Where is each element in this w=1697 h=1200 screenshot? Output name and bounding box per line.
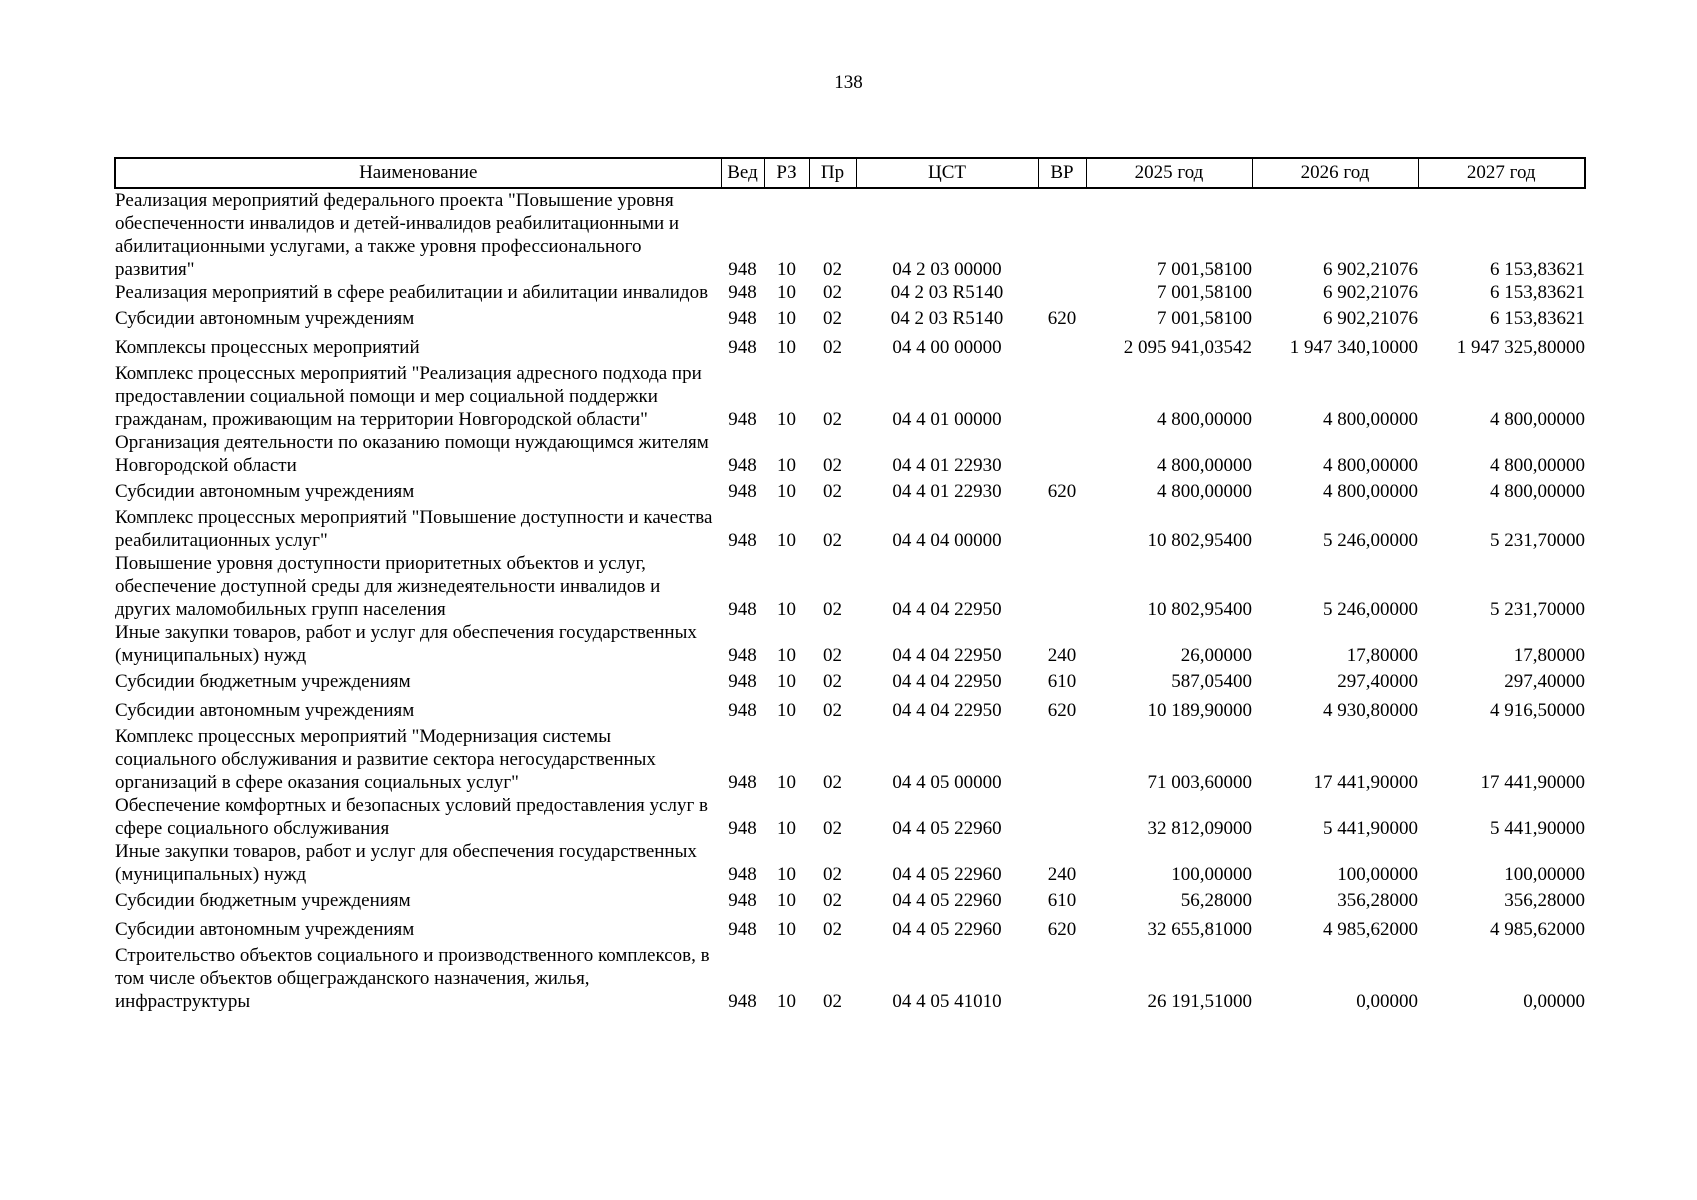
cell-name: Субсидии бюджетным учреждениям [115,890,411,911]
cell-vr [1038,333,1086,362]
cell-2027: 17 441,90000 [1480,772,1585,793]
cell-vr [1038,725,1086,794]
cell-ved: 948 [728,481,757,502]
cell-2026: 6 902,21076 [1323,259,1418,280]
cell-ved: 948 [728,864,757,885]
cell-ved: 948 [728,409,757,430]
cell-vr: 620 [1047,308,1077,329]
cell-rz: 10 [777,481,796,502]
header-cst: ЦСТ [856,158,1038,188]
cell-rz: 10 [777,864,796,885]
table-row [115,621,1585,667]
cell-pr: 02 [823,455,842,476]
cell-pr: 02 [823,530,842,551]
cell-2026: 5 246,00000 [1323,599,1418,620]
cell-name: Иные закупки товаров, работ и услуг для обеспечения государственных (муниципальных) нужд [115,841,697,885]
cell-ved: 948 [728,991,757,1012]
cell-vr: 240 [1047,645,1077,666]
cell-rz: 10 [777,919,796,940]
cell-2027: 4 800,00000 [1490,481,1585,502]
header-name: Наименование [115,158,721,188]
cell-vr: 610 [1047,671,1077,692]
cell-ved: 948 [728,455,757,476]
cell-cst: 04 4 00 00000 [892,337,1002,358]
cell-name: Повышение уровня доступности приоритетных объектов и услуг, обеспечение доступной среды для жизнедеятельности инвалидов и других маломобильных групп населения [115,553,661,620]
cell-rz: 10 [777,890,796,911]
table-row [115,552,1585,621]
cell-2026: 5 441,90000 [1323,818,1418,839]
cell-rz: 10 [777,772,796,793]
cell-2025: 26,00000 [1180,645,1252,666]
cell-2027: 100,00000 [1504,864,1585,885]
cell-pr: 02 [823,645,842,666]
cell-pr: 02 [823,337,842,358]
cell-rz: 10 [777,409,796,430]
cell-name: Организация деятельности по оказанию помощи нуждающимся жителям Новгородской области [115,432,709,476]
cell-vr [1038,552,1086,621]
cell-2026: 1 947 340,10000 [1289,337,1418,358]
cell-2025: 32 812,09000 [1147,818,1252,839]
table-row [115,667,1585,696]
cell-pr: 02 [823,308,842,329]
table-row [115,915,1585,944]
cell-ved: 948 [728,259,757,280]
cell-ved: 948 [728,919,757,940]
cell-vr: 620 [1047,919,1077,940]
cell-2027: 6 153,83621 [1490,259,1585,280]
cell-rz: 10 [777,671,796,692]
table-row [115,840,1585,886]
cell-name: Субсидии автономным учреждениям [115,919,415,940]
cell-2026: 4 985,62000 [1323,919,1418,940]
cell-rz: 10 [777,282,796,303]
cell-cst: 04 4 05 00000 [892,772,1002,793]
cell-2025: 71 003,60000 [1147,772,1252,793]
table-body [115,188,1585,1013]
cell-vr: 240 [1047,864,1077,885]
cell-name: Субсидии автономным учреждениям [115,481,415,502]
table-row [115,794,1585,840]
cell-2026: 4 800,00000 [1323,481,1418,502]
cell-cst: 04 4 04 22950 [892,671,1002,692]
cell-2027: 0,00000 [1523,991,1585,1012]
cell-2025: 7 001,58100 [1157,259,1252,280]
cell-ved: 948 [728,308,757,329]
header-vr: ВР [1038,158,1086,188]
cell-ved: 948 [728,530,757,551]
cell-name: Комплексы процессных мероприятий [115,337,420,358]
cell-ved: 948 [728,337,757,358]
cell-name: Комплекс процессных мероприятий "Модернизация системы социального обслуживания и развитие сектора негосударственных организаций в сфере оказания социальных услуг" [115,726,656,793]
cell-ved: 948 [728,671,757,692]
cell-2026: 4 800,00000 [1323,455,1418,476]
cell-2026: 356,28000 [1337,890,1418,911]
cell-pr: 02 [823,991,842,1012]
cell-2027: 5 441,90000 [1490,818,1585,839]
cell-pr: 02 [823,259,842,280]
cell-2026: 17 441,90000 [1313,772,1418,793]
cell-name: Реализация мероприятий федерального проекта "Повышение уровня обеспеченности инвалидов и детей-инвалидов реабилитационными и абилитационными услугами, а также уровня профессионального развития" [115,190,680,280]
cell-2025: 10 189,90000 [1147,700,1252,721]
cell-2027: 5 231,70000 [1490,599,1585,620]
table-row [115,281,1585,304]
cell-rz: 10 [777,259,796,280]
cell-cst: 04 4 05 22960 [892,919,1002,940]
cell-2027: 1 947 325,80000 [1456,337,1585,358]
cell-2026: 6 902,21076 [1323,308,1418,329]
cell-vr [1038,281,1086,304]
cell-2027: 356,28000 [1504,890,1585,911]
cell-2025: 7 001,58100 [1157,308,1252,329]
cell-2026: 6 902,21076 [1323,282,1418,303]
table-row [115,725,1585,794]
cell-2025: 10 802,95400 [1147,599,1252,620]
cell-cst: 04 4 04 22950 [892,700,1002,721]
header-2026: 2026 год [1252,158,1418,188]
cell-2025: 10 802,95400 [1147,530,1252,551]
cell-cst: 04 4 05 22960 [892,818,1002,839]
cell-2027: 6 153,83621 [1490,308,1585,329]
cell-cst: 04 4 01 22930 [892,455,1002,476]
cell-pr: 02 [823,700,842,721]
cell-rz: 10 [777,700,796,721]
cell-pr: 02 [823,282,842,303]
cell-ved: 948 [728,700,757,721]
cell-ved: 948 [728,818,757,839]
cell-2026: 100,00000 [1337,864,1418,885]
cell-cst: 04 4 01 22930 [892,481,1002,502]
cell-2025: 100,00000 [1171,864,1252,885]
cell-2026: 297,40000 [1337,671,1418,692]
cell-vr: 620 [1047,700,1077,721]
cell-cst: 04 2 03 R5140 [890,282,1004,303]
table-row [115,696,1585,725]
cell-vr: 620 [1047,481,1077,502]
cell-pr: 02 [823,890,842,911]
cell-ved: 948 [728,599,757,620]
cell-2027: 4 800,00000 [1490,409,1585,430]
header-2025: 2025 год [1086,158,1252,188]
cell-name: Субсидии автономным учреждениям [115,700,415,721]
cell-name: Субсидии бюджетным учреждениям [115,671,411,692]
cell-pr: 02 [823,919,842,940]
cell-ved: 948 [728,890,757,911]
cell-2025: 26 191,51000 [1147,991,1252,1012]
cell-cst: 04 4 04 22950 [892,645,1002,666]
cell-rz: 10 [777,530,796,551]
cell-pr: 02 [823,481,842,502]
cell-vr [1038,944,1086,1013]
cell-2025: 4 800,00000 [1157,455,1252,476]
cell-name: Комплекс процессных мероприятий "Повышение доступности и качества реабилитационных услуг" [115,507,713,551]
cell-cst: 04 4 05 22960 [892,890,1002,911]
header-rz: РЗ [764,158,809,188]
cell-cst: 04 4 05 22960 [892,864,1002,885]
cell-2027: 4 800,00000 [1490,455,1585,476]
table-row [115,362,1585,431]
cell-name: Комплекс процессных мероприятий "Реализация адресного подхода при предоставлении социальной помощи и мер социальной поддержки гражданам, проживающим на территории Новгородской области" [115,363,702,430]
cell-2027: 17,80000 [1513,645,1585,666]
cell-2026: 4 800,00000 [1323,409,1418,430]
cell-2027: 6 153,83621 [1490,282,1585,303]
cell-2026: 5 246,00000 [1323,530,1418,551]
cell-cst: 04 4 05 41010 [892,991,1002,1012]
header-pr: Пр [809,158,856,188]
cell-2026: 0,00000 [1356,991,1418,1012]
cell-rz: 10 [777,308,796,329]
table-row [115,304,1585,333]
cell-2027: 4 916,50000 [1490,700,1585,721]
cell-pr: 02 [823,409,842,430]
cell-name: Субсидии автономным учреждениям [115,308,415,329]
cell-vr [1038,188,1086,281]
cell-2027: 4 985,62000 [1490,919,1585,940]
cell-rz: 10 [777,818,796,839]
cell-rz: 10 [777,599,796,620]
cell-pr: 02 [823,671,842,692]
cell-rz: 10 [777,455,796,476]
cell-rz: 10 [777,991,796,1012]
cell-2027: 5 231,70000 [1490,530,1585,551]
cell-name: Реализация мероприятий в сфере реабилитации и абилитации инвалидов [115,282,709,303]
cell-ved: 948 [728,645,757,666]
cell-vr [1038,506,1086,552]
cell-2025: 4 800,00000 [1157,481,1252,502]
cell-cst: 04 4 01 00000 [892,409,1002,430]
cell-2027: 297,40000 [1504,671,1585,692]
header-ved: Вед [721,158,764,188]
table-row [115,477,1585,506]
cell-2025: 587,05400 [1171,671,1252,692]
table-row [115,333,1585,362]
table-row [115,944,1585,1013]
cell-vr [1038,431,1086,477]
cell-ved: 948 [728,282,757,303]
cell-name: Обеспечение комфортных и безопасных условий предоставления услуг в сфере социального обслуживания [115,795,708,839]
cell-pr: 02 [823,864,842,885]
cell-rz: 10 [777,645,796,666]
header-2027: 2027 год [1418,158,1585,188]
cell-vr: 610 [1047,890,1077,911]
table-row [115,431,1585,477]
cell-name: Строительство объектов социального и производственного комплексов, в том числе объектов общегражданского назначения, жилья, инфраструктуры [115,945,710,1012]
cell-2025: 32 655,81000 [1147,919,1252,940]
cell-vr [1038,362,1086,431]
page-number: 138 [834,72,863,93]
cell-2025: 4 800,00000 [1157,409,1252,430]
cell-name: Иные закупки товаров, работ и услуг для обеспечения государственных (муниципальных) нужд [115,622,697,666]
cell-2025: 56,28000 [1180,890,1252,911]
cell-2026: 17,80000 [1346,645,1418,666]
cell-ved: 948 [728,772,757,793]
cell-2025: 2 095 941,03542 [1123,337,1252,358]
cell-2025: 7 001,58100 [1157,282,1252,303]
cell-rz: 10 [777,337,796,358]
cell-pr: 02 [823,772,842,793]
table-row [115,886,1585,915]
table-header-row [115,158,1585,188]
cell-2026: 4 930,80000 [1323,700,1418,721]
cell-cst: 04 4 04 00000 [892,530,1002,551]
cell-vr [1038,794,1086,840]
budget-table [114,157,1586,1013]
cell-pr: 02 [823,818,842,839]
table-row [115,506,1585,552]
cell-pr: 02 [823,599,842,620]
table-row [115,188,1585,281]
cell-cst: 04 2 03 00000 [892,259,1002,280]
cell-cst: 04 4 04 22950 [892,599,1002,620]
cell-cst: 04 2 03 R5140 [890,308,1004,329]
